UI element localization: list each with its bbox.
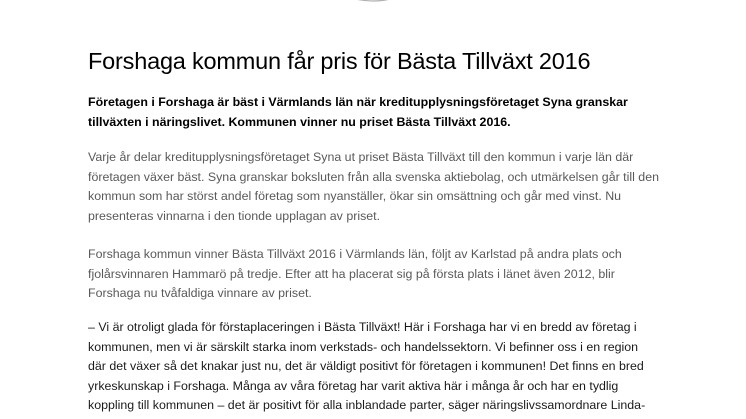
article-title: Forshaga kommun får pris för Bästa Tillväxt 2016 [88, 48, 591, 74]
paragraph-line: Forshaga kommun vinner Bästa Tillväxt 2016 i Värmlands län, följt av Karlstad på andra plats och [88, 247, 622, 261]
paragraph-line: kommun som har störst andel företag som nyanställer, ökar sin omsättning och går med vinst. Nu [88, 189, 622, 203]
lead-line: Företagen i Forshaga är bäst i Värmlands län när kreditupplysningsföretaget Syna granskar [88, 95, 628, 109]
award-seal-graphic [305, 0, 441, 6]
lead-line: tillväxten i näringslivet. Kommunen vinner nu priset Bästa Tillväxt 2016. [88, 115, 511, 129]
paragraph-line: kommunen, men vi är särskilt starka inom verkstads- och handelssektorn. Vi befinner oss i en region [88, 339, 639, 354]
paragraph-line: presenteras vinnarna i den tionde upplagan av priset. [88, 208, 381, 223]
paragraph-line: koppling till kommunen – det är positivt för alla inblandade parter, säger näringslivssamordnare Linda- [88, 398, 646, 412]
article-lead [88, 92, 668, 132]
paragraph-quote [88, 318, 668, 416]
paragraph-line: Varje år delar kreditupplysningsföretaget Syna ut priset Bästa Tillväxt till den kommun i varje län där [88, 150, 634, 164]
paragraph-line: Forshaga nu tvåfaldiga vinnare av priset. [88, 286, 312, 300]
paragraph-intro [88, 148, 668, 226]
paragraph-winner [88, 245, 668, 304]
paragraph-line: företagen växer bäst. Syna granskar boksluten från alla svenska aktiebolag, och utmärkelsen går till den [88, 169, 659, 184]
paragraph-line: där det växer så det knakar just nu, det är väldigt positivt för företagen i kommunen! Det finns en bred [88, 359, 644, 373]
paragraph-line: fjolårsvinnaren Hammarö på tredje. Efter att ha placerat sig på första plats i länet även 2012, blir [88, 266, 615, 281]
paragraph-line: – Vi är otroligt glada för förstaplaceringen i Bästa Tillväxt! Här i Forshaga har vi en bredd av företag i [88, 320, 637, 334]
paragraph-line: yrkeskunskap i Forshaga. Många av våra företag har varit aktiva här i många år och har en tydlig [88, 378, 619, 393]
